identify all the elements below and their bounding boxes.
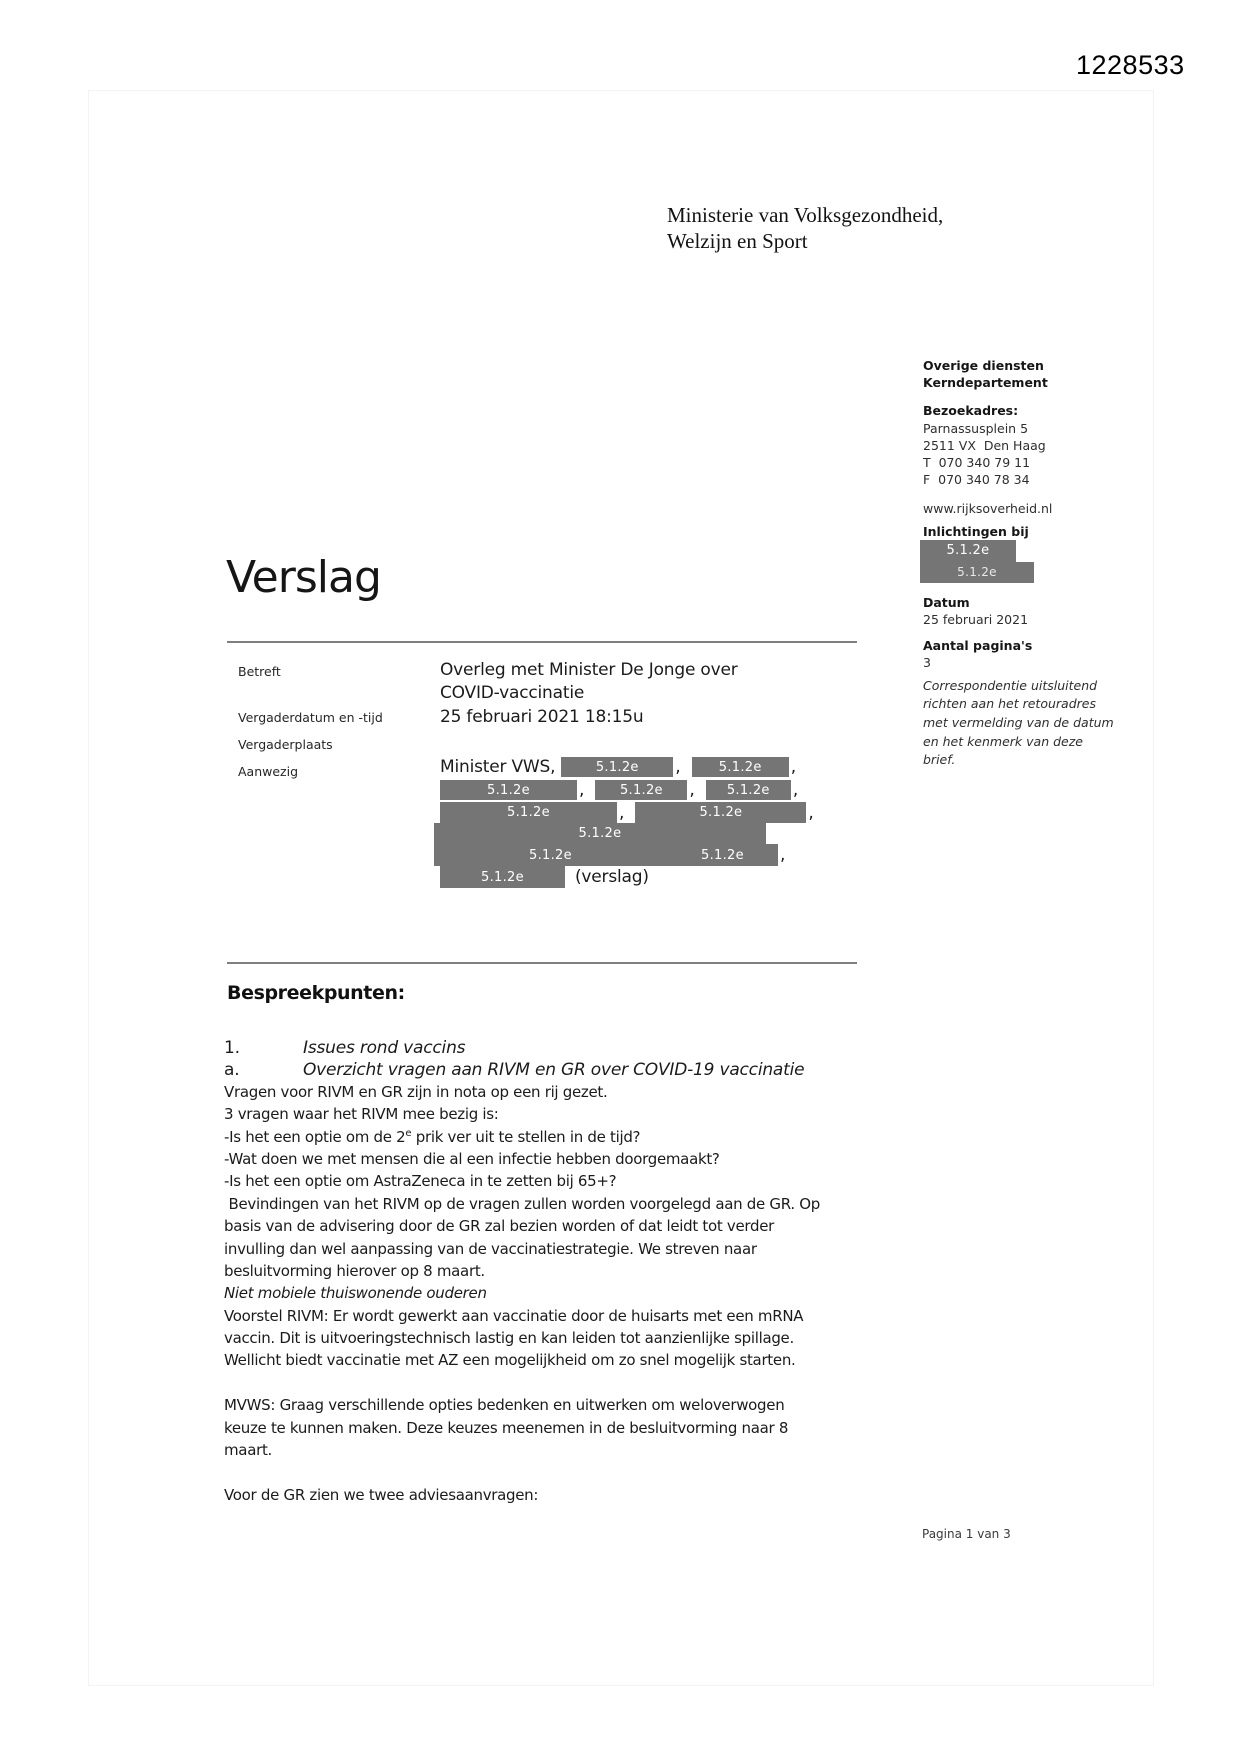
betreft-label: Betreft bbox=[238, 664, 281, 679]
attendees-row bbox=[434, 757, 799, 777]
note-line: brief. bbox=[923, 752, 956, 768]
aanwezig-label: Aanwezig bbox=[238, 764, 299, 779]
sidebar-pages-label: Aantal pagina's bbox=[923, 638, 1033, 654]
comma: , bbox=[675, 757, 681, 777]
body-line: invulling dan wel aanpassing van de vaccinatiestrategie. We streven naar bbox=[224, 1239, 757, 1258]
attendees-row bbox=[434, 844, 788, 866]
body-line: MVWS: Graag verschillende opties bedenken en uitwerken om weloverwogen bbox=[224, 1396, 785, 1415]
redaction-box: 5.1.2e bbox=[595, 780, 687, 800]
redaction-box: 5.1.2e bbox=[440, 866, 565, 888]
vergaderdatum-label: Vergaderdatum en -tijd bbox=[238, 710, 383, 725]
redaction-box: 5.1.2e bbox=[561, 757, 673, 777]
page-indicator: Pagina 1 van 3 bbox=[922, 1527, 1011, 1541]
attendees-row bbox=[434, 780, 801, 800]
comma: , bbox=[808, 802, 814, 823]
body-line: Wellicht biedt vaccinatie met AZ een mogelijkheid om zo snel mogelijk starten. bbox=[224, 1351, 796, 1370]
redaction-box: 5.1.2e bbox=[920, 562, 1034, 583]
body-line: 3 vragen waar het RIVM mee bezig is: bbox=[224, 1105, 499, 1124]
redaction-box: 5.1.2e bbox=[706, 780, 791, 800]
ministry-line1: Ministerie van Volksgezondheid, bbox=[667, 203, 944, 227]
vergaderdatum-value: 25 februari 2021 18:15u bbox=[440, 707, 644, 727]
note-line: Correspondentie uitsluitend bbox=[923, 677, 1098, 693]
sidebar-website: www.rijksoverheid.nl bbox=[923, 501, 1053, 517]
ministry-line2: Welzijn en Sport bbox=[667, 229, 808, 253]
comma: , bbox=[689, 780, 695, 800]
vergaderplaats-label: Vergaderplaats bbox=[238, 737, 333, 752]
note-line: richten aan het retouradres bbox=[923, 696, 1096, 712]
sidebar bbox=[923, 357, 1123, 770]
note-line: met vermelding van de datum bbox=[923, 715, 1114, 731]
redaction-box: 5.1.2e bbox=[440, 802, 617, 823]
sidebar-date-label: Datum bbox=[923, 594, 970, 610]
sidebar-fax: F 070 340 78 34 bbox=[923, 472, 1030, 488]
body-line bbox=[224, 1128, 904, 1150]
redaction-box: 5.1.2e bbox=[692, 757, 789, 777]
sidebar-address-line2: 2511 VX Den Haag bbox=[923, 437, 1046, 453]
sidebar-visit-label: Bezoekadres: bbox=[923, 403, 1019, 419]
body-line: Vragen voor RIVM en GR zijn in nota op een rij gezet. bbox=[224, 1082, 608, 1101]
divider-rule-top bbox=[227, 641, 857, 643]
redaction-box: 5.1.2e bbox=[440, 780, 577, 800]
comma: , bbox=[780, 845, 786, 865]
body-line: vaccin. Dit is uitvoeringstechnisch lastig en kan leiden tot aanzienlijke spillage. bbox=[224, 1329, 794, 1348]
sidebar-address-line1: Parnassusplein 5 bbox=[923, 420, 1029, 436]
list-item bbox=[224, 1038, 904, 1060]
comma: , bbox=[790, 757, 797, 777]
body-line: Bevindingen van het RIVM op de vragen zullen worden voorgelegd aan de GR. Op bbox=[224, 1194, 820, 1213]
sidebar-dept-line1: Overige diensten bbox=[923, 358, 1044, 373]
body-line-blank bbox=[224, 1463, 904, 1485]
attendees-row bbox=[434, 802, 817, 823]
comma: , bbox=[619, 802, 625, 823]
page-title: Verslag bbox=[226, 552, 381, 603]
list-item bbox=[224, 1060, 904, 1082]
body-line: besluitvorming hierover op 8 maart. bbox=[224, 1261, 485, 1280]
body-line: maart. bbox=[224, 1441, 273, 1460]
redaction-box: 5.1.2e bbox=[635, 802, 806, 823]
body-line-part: -Is het een optie om de 2 bbox=[224, 1127, 406, 1146]
attendees-prefix: Minister VWS, bbox=[440, 757, 556, 777]
list-marker: 1. bbox=[224, 1038, 240, 1058]
body-text bbox=[224, 1038, 904, 1508]
redaction-box: 5.1.2e bbox=[920, 540, 1016, 562]
body-line: basis van de advisering door de GR zal bezien worden of dat leidt tot verder bbox=[224, 1217, 775, 1236]
betreft-value-line2: COVID-vaccinatie bbox=[440, 683, 585, 703]
body-line: -Is het een optie om AstraZeneca in te zetten bij 65+? bbox=[224, 1172, 617, 1191]
body-line: -Wat doen we met mensen die al een infectie hebben doorgemaakt? bbox=[224, 1149, 720, 1168]
redaction-box: 5.1.2e bbox=[434, 823, 766, 844]
body-line-blank bbox=[224, 1374, 904, 1396]
note-line: en het kenmerk van deze bbox=[923, 733, 1083, 749]
verslag-suffix: (verslag) bbox=[575, 867, 649, 887]
body-line: Voorstel RIVM: Er wordt gewerkt aan vaccinatie door de huisarts met een mRNA bbox=[224, 1306, 804, 1325]
ministry-header bbox=[667, 202, 943, 254]
list-marker: a. bbox=[224, 1060, 240, 1081]
attendees-row bbox=[434, 823, 766, 844]
section-heading: Bespreekpunten: bbox=[227, 982, 405, 1004]
redaction-box: 5.1.2e bbox=[434, 844, 667, 866]
sidebar-phone: T 070 340 79 11 bbox=[923, 455, 1031, 471]
betreft-value-line1: Overleg met Minister De Jonge over bbox=[440, 660, 738, 680]
divider-rule-section bbox=[227, 962, 857, 964]
comma: , bbox=[792, 780, 799, 800]
attendees-row bbox=[434, 866, 655, 888]
list-item-text: Issues rond vaccins bbox=[303, 1038, 466, 1058]
body-line-italic: Niet mobiele thuiswonende ouderen bbox=[224, 1284, 487, 1303]
document-id: 1228533 bbox=[1076, 50, 1185, 80]
comma: , bbox=[579, 780, 585, 800]
sidebar-date-value: 25 februari 2021 bbox=[923, 612, 1029, 628]
sidebar-pages-value: 3 bbox=[923, 655, 931, 671]
sidebar-correspondence-note bbox=[923, 677, 1123, 771]
redaction-box: 5.1.2e bbox=[667, 844, 778, 866]
sidebar-inquiries-label: Inlichtingen bij bbox=[923, 523, 1029, 539]
body-line-part: prik ver uit te stellen in de tijd? bbox=[411, 1127, 641, 1146]
sidebar-dept-line2: Kerndepartement bbox=[923, 375, 1048, 391]
body-line: Voor de GR zien we twee adviesaanvragen: bbox=[224, 1485, 539, 1504]
body-line: keuze te kunnen maken. Deze keuzes meenemen in de besluitvorming naar 8 bbox=[224, 1418, 789, 1437]
superscript: e bbox=[405, 1127, 412, 1139]
list-item-text: Overzicht vragen aan RIVM en GR over COVID-19 vaccinatie bbox=[303, 1060, 805, 1081]
